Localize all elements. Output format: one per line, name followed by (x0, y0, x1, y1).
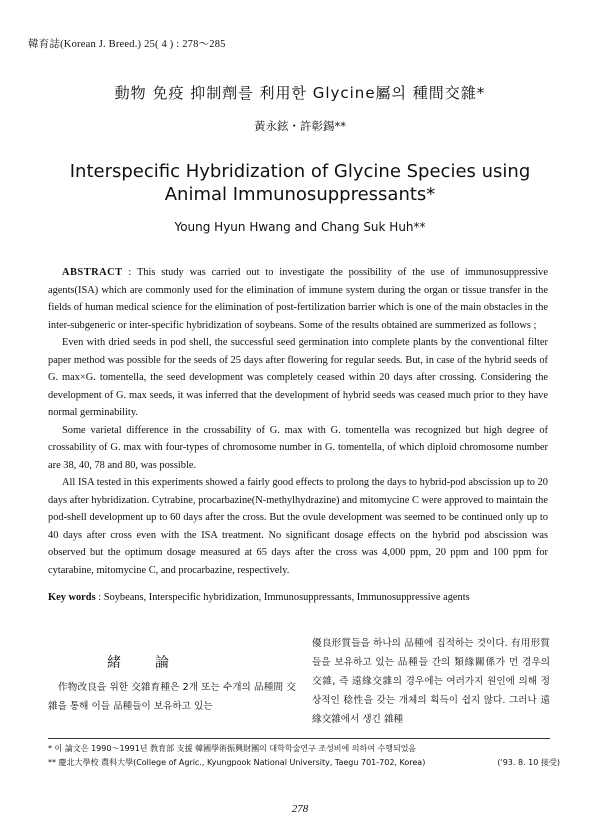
abstract-paragraph-2: Even with dried seeds in pod shell, the successful seed germination into complete plants by the conventional filter paper method was possible for the seeds of 25 days after flowering for regular seeds. But, in case of the hybrid seeds of G. max×G. tomentella, the seed development was completely ceased within 20 days after crossing. Considering the development of G. max seeds, it was inferred that the development of hybrid seeds was ceased much prior to they have normal germinability. (48, 337, 548, 418)
korean-authors: 黃永鉉・許彰錫** (254, 119, 346, 133)
abstract-paragraph-3: Some varietal difference in the crossability of G. max with G. tomentella was recognized but high degree of crossability of G. max with four-types of chromosome number in G. tomentella, of which diploid chromosome number are 38, 40, 78 and 80, was possible. (48, 424, 548, 471)
footnote-1: * 이 論文은 1990～1991년 敎育部 支援 韓國學術振興財團의 대학학술연구 조성비에 의하여 수행되었음 (48, 744, 417, 753)
section-heading: 緒論 (107, 655, 203, 671)
english-title-line1: Interspecific Hybridization of Glycine Species using (69, 161, 531, 182)
intro-paragraph-right: 優良形質들을 하나의 品種에 집적하는 것이다. 有用形質들을 보유하고 있는 品種들 간의 類緣關係가 먼 경우의 交雜, 즉 遠緣交雜의 경우에는 여러가지 원인에 의해 정상적인 稔性을 갖는 개체의 획득이 쉽지 않다. 그러나 遠緣交雜에서 생긴 雜種 (312, 638, 550, 725)
abstract-paragraph-4: All ISA tested in this experiments showed a fairly good effects to prolong the days to hybrid-pod abscission up to 20 days after hybridization. Cytrabine, procarbazine(N-methylhydrazine) and mitomycine C were approved to maintain the pod-shell development up to 60 days after the cross. But the ovule development was seemed to be continued only up to 40 days after cross even with the ISA treatment. No significant dosage effects on the hybrid pod abscission was observed but the optimum dosage measured at 65 days after the cross was 4,000 ppm, 20 ppm and 100 ppm for cytarabine, mitomycine C, and procarbazine, respectively. (48, 477, 548, 576)
keywords-label: Key words (48, 592, 96, 603)
footnote-divider (48, 738, 550, 739)
english-title (0, 160, 600, 206)
footnote-2: ** 慶北大學校 農科大學(College of Agric., Kyungpook National University, Taegu 701-702, Korea) (48, 758, 426, 767)
journal-citation: 韓育誌(Korean J. Breed.) 25( 4 ) : 278～285 (28, 39, 226, 50)
keywords (48, 592, 548, 603)
body-column-right (312, 634, 550, 729)
english-title-line2: Animal Immunosuppressants* (164, 184, 436, 205)
keywords-text: : Soybeans, Interspecific hybridization, Immunosuppressants, Immunosuppressive agents (98, 592, 470, 603)
intro-paragraph-left: 作物改良을 위한 交雜育種은 2개 또는 수개의 品種間 交雜을 통해 이들 品種들이 보유하고 있는 (48, 682, 296, 712)
body-column-left (48, 678, 296, 716)
abstract-paragraph-1 (48, 264, 548, 334)
english-authors: Young Hyun Hwang and Chang Suk Huh** (174, 220, 426, 234)
abstract-p1-text: : This study was carried out to investigate the possibility of the use of immunosuppressive agents(ISA) which are commonly used for the elimination of immune system during the organ or tissue transfer in the fields of human medical science for the elimination of post-fertilization barrier which is one of the main obstacles in the inter-subgeneric or inter-specific hybridization of soybeans. Some of the results obtained are summerized as follows ; (48, 267, 548, 331)
received-date: ('93. 8. 10 接受) (497, 758, 560, 767)
page-number: 278 (291, 803, 309, 815)
abstract (48, 264, 548, 579)
korean-title: 動物 免疫 抑制劑를 利用한 Glycine屬의 種間交雜* (114, 84, 486, 102)
abstract-label: ABSTRACT (62, 267, 123, 278)
